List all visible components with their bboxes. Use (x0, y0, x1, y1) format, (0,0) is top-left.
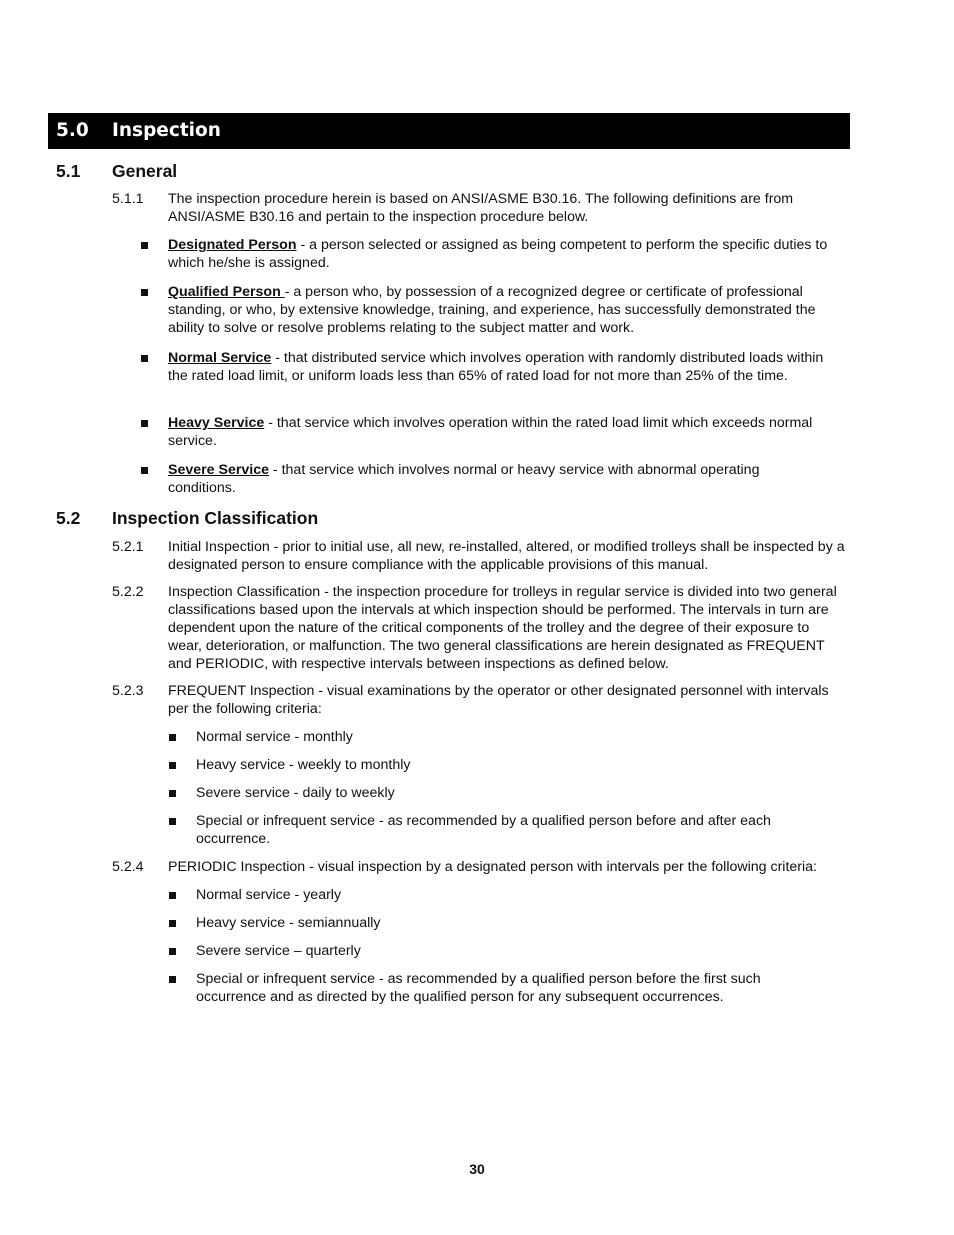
definition-item (141, 283, 831, 337)
section-heading-5-2 (56, 507, 318, 529)
paragraph-number: 5.2.4 (112, 859, 144, 875)
definition-text: - that service which involves operation within the rated load limit which exceeds normal service. (168, 415, 813, 449)
definition-text: - a person who, by possession of a recognized degree or certificate of professional standing, or who, by extensive knowledge, training, and experience, has successfully demonstrated the ability to solve or resolve problems relating to the subject matter and work. (168, 284, 816, 336)
paragraph-5-1-1 (112, 190, 847, 226)
section-title: Inspection Classification (112, 508, 319, 528)
list-item (169, 812, 829, 848)
list-item (169, 914, 829, 932)
paragraph-text: Inspection Classification - the inspection procedure for trolleys in regular service is divided into two general classifications based upon the intervals at which inspection should be performed. The intervals in turn are dependent upon the nature of the critical components of the trolley and the degree of their exposure to wear, deterioration, or malfunction. The two general classifications are herein designated as FREQUENT and PERIODIC, with respective intervals between inspections as defined below. (168, 584, 837, 672)
section-title: General (112, 161, 178, 181)
bullet-square-icon (169, 762, 176, 769)
definition-text: - that service which involves normal or heavy service with abnormal operating conditions. (168, 462, 760, 496)
list-item (169, 756, 829, 774)
list-item (169, 784, 829, 802)
definition-term: Qualified Person (168, 284, 285, 300)
paragraph-text: FREQUENT Inspection - visual examinations by the operator or other designated personnel with intervals per the following criteria: (168, 683, 829, 717)
paragraph-number: 5.2.1 (112, 539, 144, 555)
list-item (169, 728, 829, 746)
list-item (169, 970, 829, 1006)
chapter-title: Inspection (112, 120, 221, 141)
bullet-square-icon (169, 976, 176, 983)
paragraph-number: 5.2.3 (112, 683, 144, 699)
bullet-square-icon (141, 355, 148, 362)
list-item (169, 942, 829, 960)
bullet-square-icon (141, 420, 148, 427)
list-item-text: Severe service – quarterly (196, 943, 361, 959)
bullet-square-icon (169, 892, 176, 899)
list-item-text: Normal service - monthly (196, 729, 353, 745)
list-item-text: Heavy service - weekly to monthly (196, 757, 411, 773)
definition-term: Normal Service (168, 350, 272, 366)
list-item-text: Normal service - yearly (196, 887, 342, 903)
list-item-text: Severe service - daily to weekly (196, 785, 395, 801)
chapter-heading (48, 113, 850, 149)
page-number: 30 (469, 1161, 485, 1177)
paragraph-number: 5.2.2 (112, 584, 144, 600)
bullet-square-icon (141, 289, 148, 296)
definition-text: - that distributed service which involves operation with randomly distributed loads within the rated load limit, or uniform loads less than 65% of rated load for not more than 25% of the time. (168, 350, 824, 384)
bullet-square-icon (141, 467, 148, 474)
bullet-square-icon (141, 242, 148, 249)
chapter-number: 5.0 (56, 120, 89, 141)
section-heading-5-1 (56, 160, 177, 182)
paragraph-5-2-2 (112, 583, 847, 673)
definition-term: Designated Person (168, 237, 297, 253)
list-item-text: Heavy service - semiannually (196, 915, 381, 931)
paragraph-number: 5.1.1 (112, 191, 144, 207)
bullet-square-icon (169, 734, 176, 741)
section-number: 5.2 (56, 508, 81, 528)
paragraph-5-2-1 (112, 538, 847, 574)
list-item-text: Special or infrequent service - as recommended by a qualified person before the first such occurrence and as directed by the qualified person for any subsequent occurrences. (196, 971, 761, 1005)
definition-item (141, 414, 831, 450)
paragraph-text: Initial Inspection - prior to initial use, all new, re-installed, altered, or modified trolleys shall be inspected by a designated person to ensure compliance with the applicable provisions of this manual. (168, 539, 845, 573)
paragraph-5-2-4 (112, 858, 847, 876)
section-number: 5.1 (56, 161, 81, 181)
paragraph-5-2-3 (112, 682, 847, 718)
list-item (169, 886, 829, 904)
paragraph-text: The inspection procedure herein is based on ANSI/ASME B30.16. The following definitions are from ANSI/ASME B30.16 and pertain to the inspection procedure below. (168, 191, 794, 225)
paragraph-text: PERIODIC Inspection - visual inspection by a designated person with intervals per the following criteria: (168, 859, 818, 875)
bullet-square-icon (169, 818, 176, 825)
definition-text: - a person selected or assigned as being competent to perform the specific duties to which he/she is assigned. (168, 237, 828, 271)
list-item-text: Special or infrequent service - as recommended by a qualified person before and after each occurrence. (196, 813, 771, 847)
definition-item (141, 236, 831, 272)
definition-term: Heavy Service (168, 415, 265, 431)
bullet-square-icon (169, 948, 176, 955)
bullet-square-icon (169, 790, 176, 797)
definition-item (141, 461, 831, 497)
bullet-square-icon (169, 920, 176, 927)
definition-term: Severe Service (168, 462, 269, 478)
definition-item (141, 349, 831, 385)
